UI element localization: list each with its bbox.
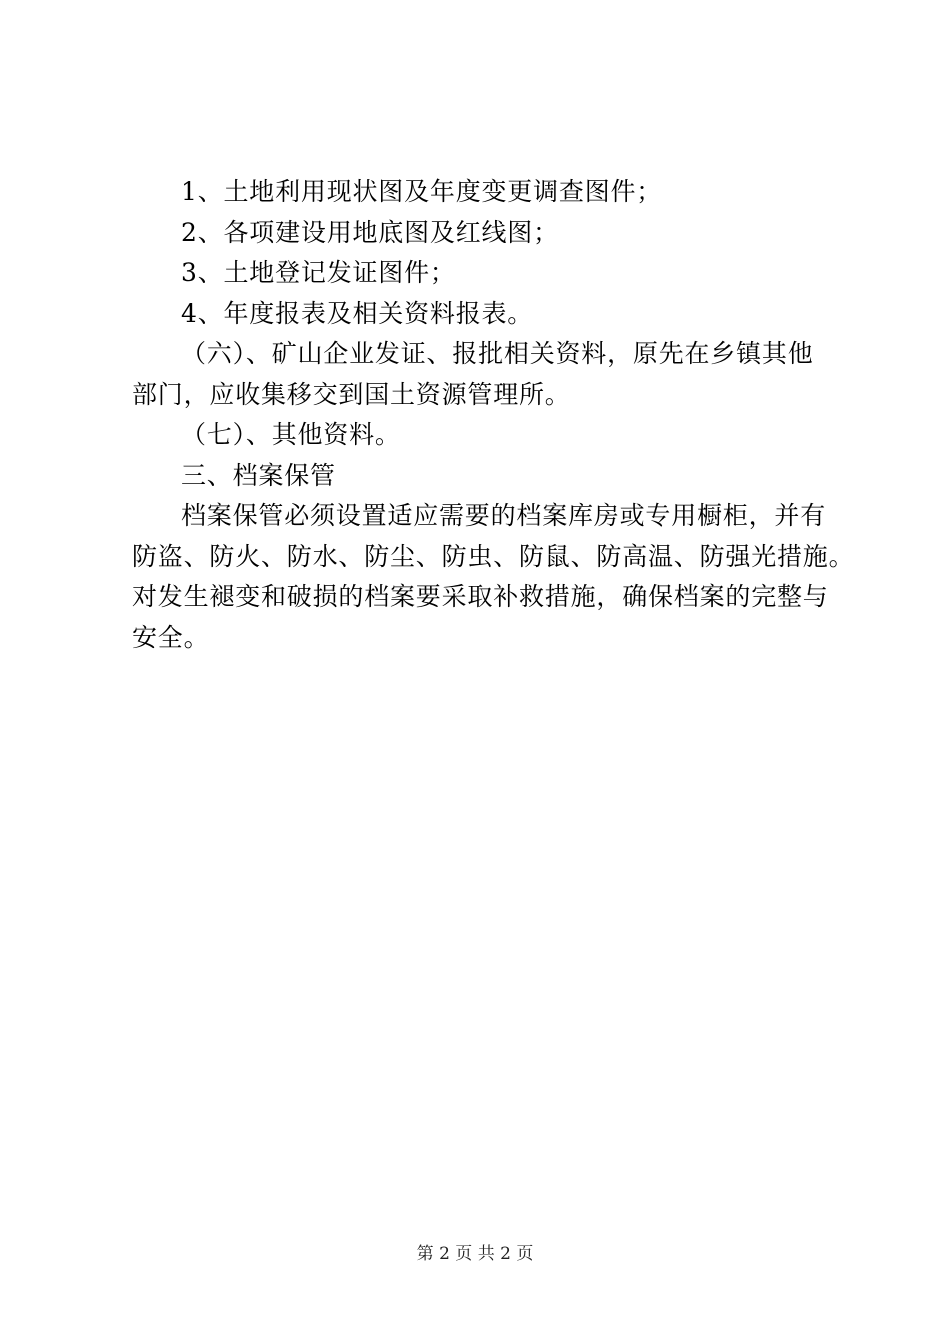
list-item-land-registration-maps: 3、土地登记发证图件； bbox=[181, 258, 456, 287]
list-item-land-use-maps: 1、土地利用现状图及年度变更调查图件； bbox=[181, 177, 663, 206]
archive-storage-paragraph-line-1: 档案保管必须设置适应需要的档案库房或专用橱柜，并有 bbox=[181, 501, 827, 530]
section-six-paragraph-line-1: （六）、矿山企业发证、报批相关资料，原先在乡镇其他 bbox=[181, 339, 814, 368]
archive-storage-paragraph-line-3: 对发生褪变和破损的档案要采取补救措施，确保档案的完整与 bbox=[132, 582, 829, 611]
section-six-paragraph-line-2: 部门，应收集移交到国土资源管理所。 bbox=[132, 379, 571, 409]
section-seven-paragraph: （七）、其他资料。 bbox=[181, 420, 401, 449]
section-heading-archive-storage: 三、档案保管 bbox=[181, 460, 336, 490]
archive-storage-paragraph-line-2: 防盗、防火、防水、防尘、防虫、防鼠、防高温、防强光措施。 bbox=[132, 541, 855, 571]
archive-storage-paragraph-line-4: 安全。 bbox=[132, 622, 210, 652]
list-item-construction-land-maps: 2、各项建设用地底图及红线图； bbox=[181, 217, 559, 247]
document-body bbox=[132, 172, 855, 658]
list-item-annual-reports: 4、年度报表及相关资料报表。 bbox=[181, 298, 534, 328]
page-number-footer: 第 2 页 共 2 页 bbox=[416, 1244, 534, 1264]
